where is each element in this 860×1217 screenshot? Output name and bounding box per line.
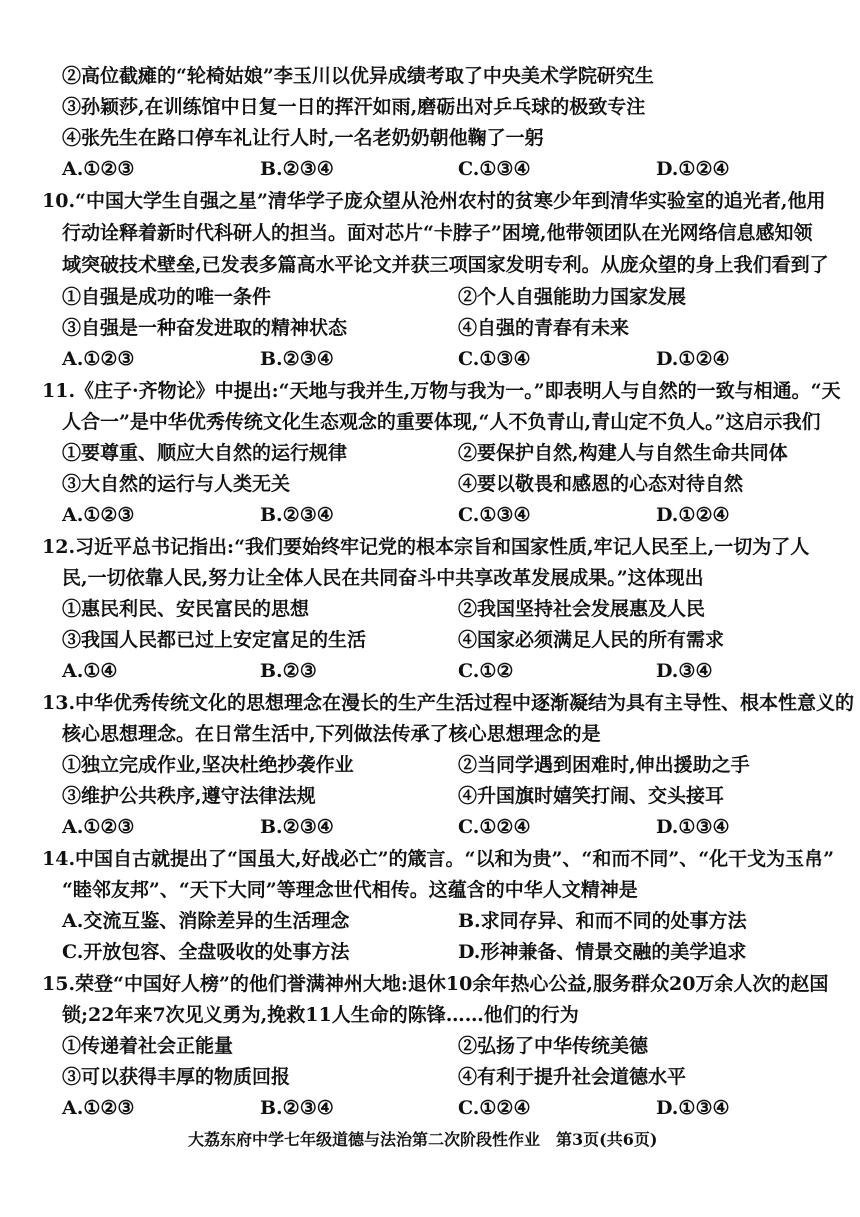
option-c: C.①② <box>458 660 514 682</box>
option-d: D.①②④ <box>656 504 730 526</box>
question-item: ③我国人民都已过上安定富足的生活 <box>62 629 367 651</box>
question-item: ①传递着社会正能量 <box>62 1035 234 1057</box>
option-a: A.①②③ <box>62 348 135 370</box>
question-item: ④有利于提升社会道德水平 <box>458 1066 687 1088</box>
question-item: ①自强是成功的唯一条件 <box>62 286 272 308</box>
question-item: ①要尊重、顺应大自然的运行规律 <box>62 442 348 464</box>
option-c: C.①③④ <box>458 158 531 180</box>
question-item: ②要保护自然,构建人与自然生命共同体 <box>458 442 788 464</box>
option-d: D.③④ <box>656 660 713 682</box>
option-a: A.①②③ <box>62 816 135 838</box>
question-item: ④国家必须满足人民的所有需求 <box>458 629 725 651</box>
exam-page: ②高位截瘫的“轮椅姑娘”李玉川以优异成绩考取了中央美术学院研究生 ③孙颖莎,在训练馆中日复一日的挥汗如雨,磨砺出对乒乓球的极致专注 ④张先生在路口停车礼让行人时,一名老奶奶朝他鞠了一躬 A.①②③ B.②③④ C.①③④ D.①②④ 10.“中国大学生自强之星”清华学子庞众望从沧州农村的贫寒少年到清华实验室的追光者,他用 行动诠释着新时代科研人的担当。面对芯片“卡脖子”困境,他带领团队在光网络信息感知领 域突破技术壁垒,已发表多篇高水平论文并获三项国家发明专利。从庞众望的身上我们看到了 ①自强是成功的唯一条件 ②个人自强能助力国家发展 ③自强是一种奋发进取的精神状态 ④自强的青春有未来 A.①②③ B.②③④ C.①③④ D.①②④ 11.《庄子·齐物论》中提出:“天地与我并生,万物与我为一。”即表明人与自然的一致与相通。“天 人合一”是中华优秀传统文化生态观念的重要体现,“人不负青山,青山定不负人。”这启示我们 ①要尊重、顺应大自然的运行规律 ②要保护自然,构建人与自然生命共同体 ③大自然的运行与人类无关 ④要以敬畏和感恩的心态对待自然 A.①②③ B.②③④ C.①③④ D.①②④ 12.习近平总书记指出:“我们要始终牢记党的根本宗旨和国家性质,牢记人民至上,一切为了人 民,一切依靠人民,努力让全体人民在共同奋斗中共享改革发展成果。”这体现出 ①惠民利民、安民富民的思想 ②我国坚持社会发展惠及人民 ③我国人民都已过上安定富足的生活 ④国家必须满足人民的所有需求 A.①④ B.②③ C.①② D.③④ 13.中华优秀传统文化的思想理念在漫长的生产生活过程中逐渐凝结为具有主导性、根本性意义的 核心思想理念。在日常生活中,下列做法传承了核心思想理念的是 ①独立完成作业,坚决杜绝抄袭作业 ②当同学遇到困难时,伸出援助之手 ③维护公共秩序,遵守法律法规 ④升国旗时嬉笑打闹、交头接耳 A.①②③ B.②③④ C.①②④ D.①③④ 14.中国自古就提出了“国虽大,好战必亡”的箴言。“以和为贵”、“和而不同”、“化干戈为玉帛” “睦邻友邦”、“天下大同”等理念世代相传。这蕴含的中华人文精神是 A.交流互鉴、消除差异的生活理念 B.求同存异、和而不同的处事方法 C.开放包容、全盘吸收的处事方法 D.形神兼备、情景交融的美学追求 15.荣登“中国好人榜”的他们誉满神州大地:退休10余年热心公益,服务群众20万余人次的赵国 锁;22年来7次见义勇为,挽救11人生命的陈锋……他们的行为 ①传递着社会正能量 ②弘扬了中华传统美德 ③可以获得丰厚的物质回报 ④有利于提升社会道德水平 A.①②③ B.②③④ C.①②④ D.①③④ 大荔东府中学七年级道德与法治第二次阶段性作业 第3页(共6页) <box>42 65 855 1149</box>
option-c: C.①③④ <box>458 348 531 370</box>
option-a: A.①④ <box>62 660 118 682</box>
option-c: C.开放包容、全盘吸收的处事方法 <box>62 941 350 963</box>
option-b: B.②③ <box>260 660 317 682</box>
option-a: A.①②③ <box>62 1097 135 1119</box>
question-item: ④升国旗时嬉笑打闹、交头接耳 <box>458 785 725 807</box>
question-item: ③自强是一种奋发进取的精神状态 <box>62 317 348 339</box>
question-item: ④要以敬畏和感恩的心态对待自然 <box>458 473 744 495</box>
question-item: ③大自然的运行与人类无关 <box>62 473 291 495</box>
option-d: D.①②④ <box>656 348 730 370</box>
option-b: B.②③④ <box>260 816 334 838</box>
question-item: ②当同学遇到困难时,伸出援助之手 <box>458 754 750 776</box>
option-c: C.①②④ <box>458 816 531 838</box>
question-item: ②弘扬了中华传统美德 <box>458 1035 649 1057</box>
option-d: D.①③④ <box>656 816 730 838</box>
question-item: ①独立完成作业,坚决杜绝抄袭作业 <box>62 754 354 776</box>
option-b: B.②③④ <box>260 348 334 370</box>
option-d: D.形神兼备、情景交融的美学追求 <box>458 941 747 963</box>
option-b: B.②③④ <box>260 158 334 180</box>
option-c: C.①③④ <box>458 504 531 526</box>
question-item: ③可以获得丰厚的物质回报 <box>62 1066 291 1088</box>
option-c: C.①②④ <box>458 1097 531 1119</box>
option-b: B.求同存异、和而不同的处事方法 <box>458 910 747 932</box>
question-item: ①惠民利民、安民富民的思想 <box>62 598 310 620</box>
option-d: D.①②④ <box>656 158 730 180</box>
question-item: ②个人自强能助力国家发展 <box>458 286 687 308</box>
question-item: ④自强的青春有未来 <box>458 317 630 339</box>
question-item: ②我国坚持社会发展惠及人民 <box>458 598 706 620</box>
option-b: B.②③④ <box>260 1097 334 1119</box>
option-a: A.①②③ <box>62 504 135 526</box>
question-item: ③维护公共秩序,遵守法律法规 <box>62 785 316 807</box>
option-a: A.①②③ <box>62 158 135 180</box>
option-b: B.②③④ <box>260 504 334 526</box>
option-d: D.①③④ <box>656 1097 730 1119</box>
option-a: A.交流互鉴、消除差异的生活理念 <box>62 910 350 932</box>
